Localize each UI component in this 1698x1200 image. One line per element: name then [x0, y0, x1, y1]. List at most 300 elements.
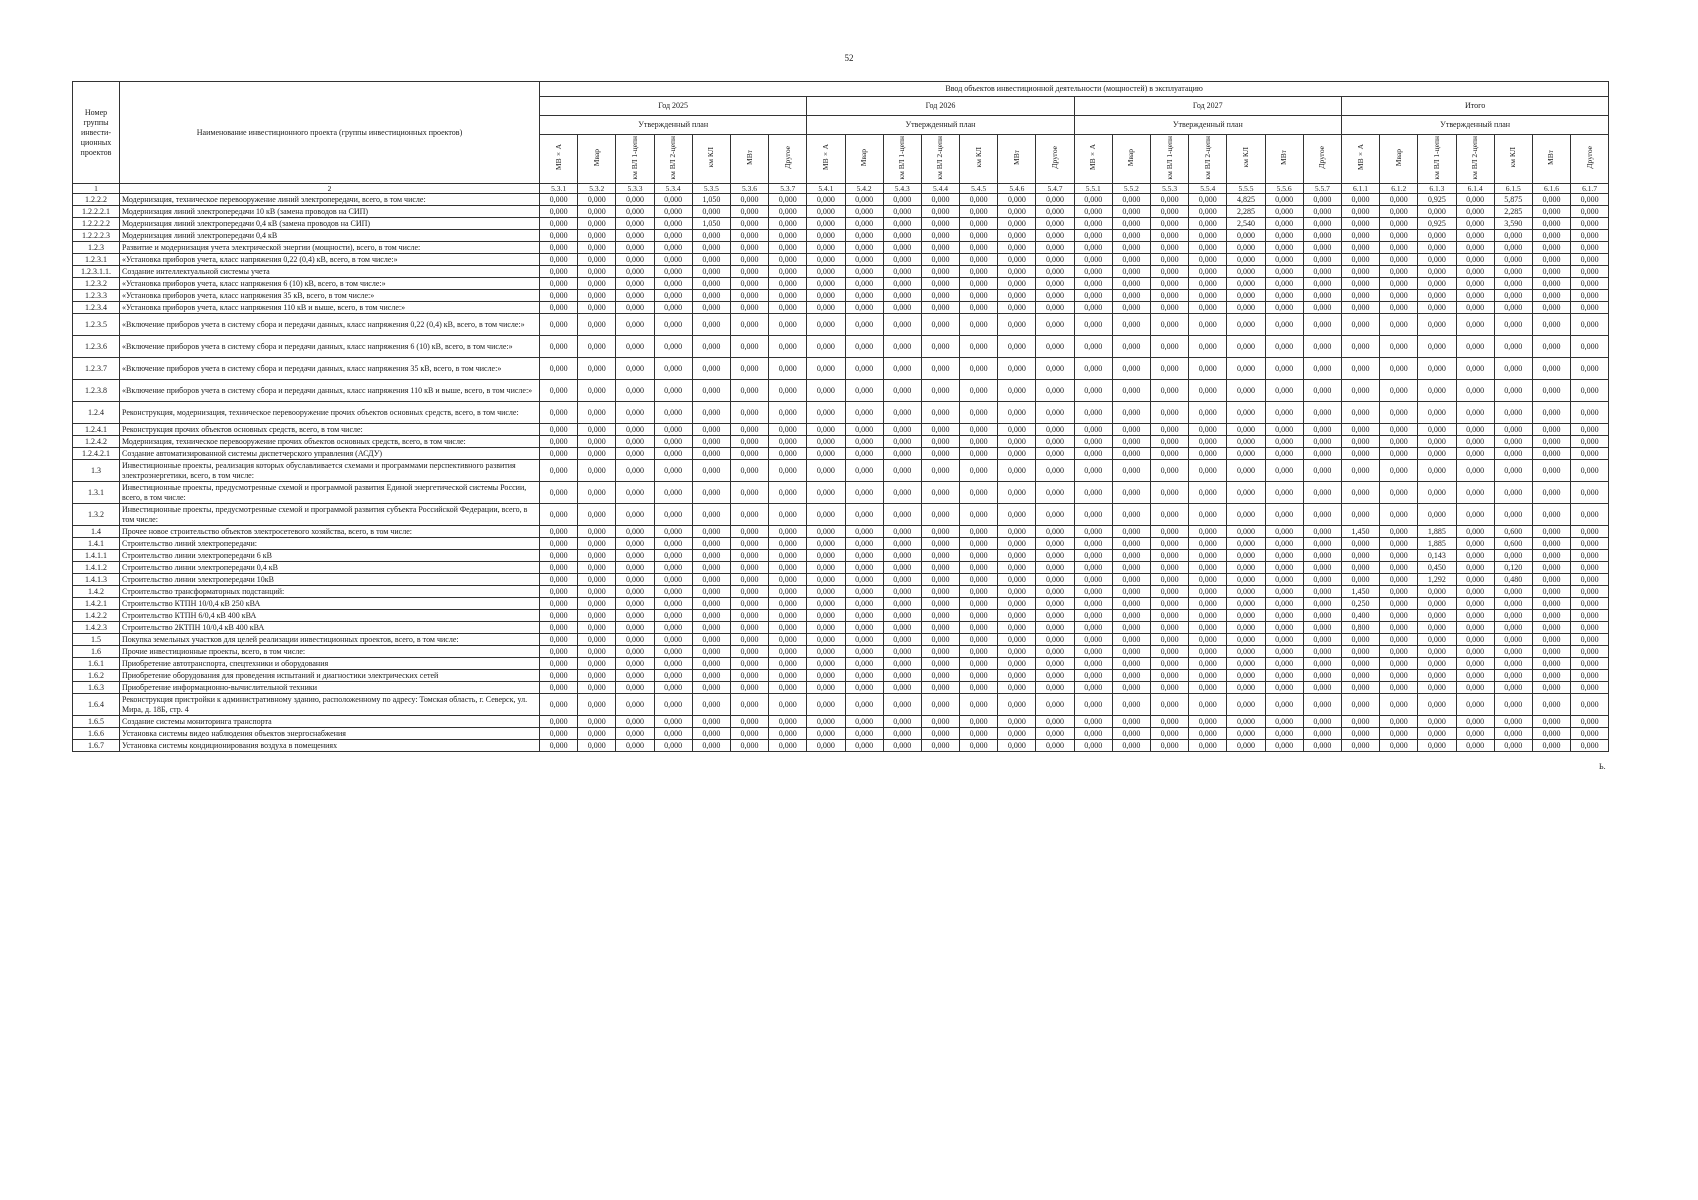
value-cell: 1,885 — [1418, 526, 1456, 538]
row-name: Инвестиционные проекты, реализация которых обуславливается схемами и программами перспективного развития электроэнергетики, всего, в том числе: — [120, 460, 540, 482]
table-row — [73, 728, 1609, 740]
index-cell: 5.5.3 — [1151, 184, 1189, 194]
value-cell: 0,000 — [1151, 266, 1189, 278]
unit-header — [1494, 135, 1532, 184]
value-cell: 0,000 — [1151, 230, 1189, 242]
value-cell: 0,000 — [1341, 694, 1379, 716]
value-cell: 0,000 — [1265, 206, 1303, 218]
value-cell: 0,000 — [998, 504, 1036, 526]
value-cell: 0,000 — [1341, 682, 1379, 694]
value-cell: 0,000 — [1418, 634, 1456, 646]
value-cell: 0,000 — [1532, 436, 1570, 448]
value-cell: 0,000 — [960, 562, 998, 574]
unit-label: км ВЛ 2-цепн — [668, 135, 678, 180]
value-cell: 0,000 — [1380, 206, 1418, 218]
value-cell: 0,000 — [960, 460, 998, 482]
value-cell: 0,000 — [1227, 716, 1265, 728]
value-cell: 0,000 — [578, 254, 616, 266]
value-cell: 0,000 — [1112, 206, 1150, 218]
value-cell: 0,000 — [1189, 194, 1227, 206]
value-cell: 0,000 — [921, 278, 959, 290]
value-cell: 0,000 — [1571, 586, 1609, 598]
value-cell: 0,000 — [960, 598, 998, 610]
value-cell: 0,000 — [845, 230, 883, 242]
value-cell: 0,000 — [845, 586, 883, 598]
value-cell: 0,000 — [540, 598, 578, 610]
value-cell: 0,000 — [807, 622, 845, 634]
value-cell: 0,000 — [1571, 218, 1609, 230]
value-cell: 0,000 — [1532, 694, 1570, 716]
value-cell: 0,000 — [616, 562, 654, 574]
value-cell: 0,000 — [1303, 658, 1341, 670]
value-cell: 0,000 — [769, 598, 807, 610]
value-cell: 0,000 — [654, 622, 692, 634]
row-name: Установка системы кондиционирования воздуха в помещениях — [120, 740, 540, 752]
value-cell: 0,000 — [960, 380, 998, 402]
value-cell: 0,000 — [578, 218, 616, 230]
value-cell: 0,000 — [921, 598, 959, 610]
unit-header — [1456, 135, 1494, 184]
value-cell: 0,000 — [1074, 254, 1112, 266]
value-cell: 0,000 — [578, 504, 616, 526]
value-cell: 0,000 — [1227, 634, 1265, 646]
value-cell: 0,000 — [1418, 402, 1456, 424]
value-cell: 0,000 — [1341, 658, 1379, 670]
value-cell: 0,000 — [1265, 610, 1303, 622]
value-cell: 0,000 — [1456, 526, 1494, 538]
value-cell: 0,000 — [730, 646, 768, 658]
value-cell: 0,000 — [578, 206, 616, 218]
value-cell: 0,000 — [540, 230, 578, 242]
value-cell: 0,000 — [1112, 278, 1150, 290]
value-cell: 0,000 — [1571, 598, 1609, 610]
unit-label: км ВЛ 2-цепн — [1470, 135, 1480, 180]
value-cell: 0,000 — [1074, 242, 1112, 254]
table-row — [73, 682, 1609, 694]
value-cell: 0,000 — [1532, 336, 1570, 358]
unit-header — [540, 135, 578, 184]
value-cell: 0,000 — [692, 562, 730, 574]
value-cell: 0,000 — [1036, 380, 1074, 402]
value-cell: 0,000 — [1456, 658, 1494, 670]
row-number: 1.2.2.2.2 — [73, 218, 120, 230]
value-cell: 0,000 — [1494, 550, 1532, 562]
value-cell: 0,000 — [1303, 358, 1341, 380]
value-cell: 0,000 — [1532, 550, 1570, 562]
value-cell: 0,000 — [960, 646, 998, 658]
value-cell: 0,000 — [1265, 504, 1303, 526]
value-cell: 0,000 — [578, 314, 616, 336]
value-cell: 0,000 — [1303, 448, 1341, 460]
value-cell: 0,000 — [730, 218, 768, 230]
value-cell: 0,000 — [1418, 358, 1456, 380]
row-number: 1.4.1.1 — [73, 550, 120, 562]
value-cell: 0,000 — [807, 336, 845, 358]
row-name: Строительство трансформаторных подстанций: — [120, 586, 540, 598]
value-cell: 0,000 — [1341, 206, 1379, 218]
value-cell: 0,000 — [807, 242, 845, 254]
table-row — [73, 694, 1609, 716]
row-number: 1.2.3.3 — [73, 290, 120, 302]
value-cell: 0,000 — [654, 194, 692, 206]
value-cell: 0,000 — [883, 670, 921, 682]
row-number: 1.2.4.1 — [73, 424, 120, 436]
value-cell: 0,000 — [730, 254, 768, 266]
value-cell: 0,000 — [807, 574, 845, 586]
value-cell: 0,000 — [578, 586, 616, 598]
value-cell: 0,000 — [998, 254, 1036, 266]
unit-header — [1265, 135, 1303, 184]
value-cell: 0,000 — [1303, 716, 1341, 728]
value-cell: 0,000 — [1151, 538, 1189, 550]
value-cell: 0,000 — [1227, 230, 1265, 242]
value-cell: 0,000 — [845, 598, 883, 610]
value-cell: 0,000 — [1265, 682, 1303, 694]
value-cell: 0,000 — [1456, 550, 1494, 562]
value-cell: 0,000 — [1112, 622, 1150, 634]
value-cell: 0,000 — [1265, 562, 1303, 574]
value-cell: 0,000 — [1227, 266, 1265, 278]
value-cell: 0,000 — [960, 504, 998, 526]
index-row — [73, 184, 1609, 194]
value-cell: 0,000 — [1532, 562, 1570, 574]
investment-table-container — [72, 81, 1609, 752]
value-cell: 0,000 — [1151, 504, 1189, 526]
value-cell: 0,000 — [1227, 728, 1265, 740]
value-cell: 0,000 — [692, 610, 730, 622]
value-cell: 0,000 — [1571, 402, 1609, 424]
value-cell: 0,000 — [1036, 694, 1074, 716]
value-cell: 0,000 — [769, 448, 807, 460]
value-cell: 0,000 — [998, 610, 1036, 622]
value-cell: 0,000 — [1265, 242, 1303, 254]
value-cell: 0,000 — [998, 448, 1036, 460]
value-cell: 0,000 — [769, 670, 807, 682]
unit-label: Мвар — [1393, 148, 1403, 167]
value-cell: 0,000 — [1494, 658, 1532, 670]
value-cell: 0,925 — [1418, 194, 1456, 206]
row-number: 1.6 — [73, 646, 120, 658]
value-cell: 0,000 — [1112, 402, 1150, 424]
value-cell: 0,000 — [730, 424, 768, 436]
index-cell: 5.3.6 — [730, 184, 768, 194]
value-cell: 0,000 — [1532, 290, 1570, 302]
unit-header — [1036, 135, 1074, 184]
value-cell: 0,000 — [998, 598, 1036, 610]
value-cell: 0,000 — [1456, 716, 1494, 728]
unit-label: Другое — [1050, 146, 1060, 169]
value-cell: 0,000 — [1151, 526, 1189, 538]
row-name: Приобретение автотранспорта, спецтехники и оборудования — [120, 658, 540, 670]
row-number: 1.3.1 — [73, 482, 120, 504]
value-cell: 0,000 — [1456, 538, 1494, 550]
value-cell: 0,000 — [1456, 646, 1494, 658]
unit-label: МВ×А — [1355, 144, 1365, 171]
value-cell: 0,000 — [921, 658, 959, 670]
value-cell: 0,000 — [1189, 380, 1227, 402]
value-cell: 0,000 — [1418, 646, 1456, 658]
row-name: Модернизация линий электропередачи 0,4 кВ — [120, 230, 540, 242]
value-cell: 0,000 — [692, 302, 730, 314]
value-cell: 0,000 — [1380, 358, 1418, 380]
row-name: «Включение приборов учета в систему сбора и передачи данных, класс напряжения 35 кВ, всего, в том числе:» — [120, 358, 540, 380]
value-cell: 0,000 — [845, 218, 883, 230]
plan-header: Утвержденный план — [807, 116, 1074, 135]
value-cell: 0,000 — [1036, 402, 1074, 424]
value-cell: 0,000 — [692, 230, 730, 242]
value-cell: 0,000 — [960, 716, 998, 728]
value-cell: 0,000 — [883, 194, 921, 206]
value-cell: 0,000 — [578, 242, 616, 254]
value-cell: 0,000 — [692, 266, 730, 278]
value-cell: 0,000 — [1571, 694, 1609, 716]
unit-header — [692, 135, 730, 184]
value-cell: 0,000 — [578, 460, 616, 482]
value-cell: 0,000 — [998, 574, 1036, 586]
row-number: 1.4.2.2 — [73, 610, 120, 622]
value-cell: 0,000 — [960, 574, 998, 586]
value-cell: 0,000 — [921, 716, 959, 728]
value-cell: 0,000 — [883, 586, 921, 598]
value-cell: 0,000 — [1341, 562, 1379, 574]
value-cell: 0,000 — [1036, 460, 1074, 482]
value-cell: 0,000 — [1112, 728, 1150, 740]
value-cell: 0,000 — [1265, 740, 1303, 752]
value-cell: 0,000 — [1494, 622, 1532, 634]
value-cell: 0,000 — [960, 194, 998, 206]
value-cell: 0,000 — [1227, 424, 1265, 436]
value-cell: 0,000 — [540, 538, 578, 550]
value-cell: 0,000 — [578, 278, 616, 290]
value-cell: 0,000 — [998, 206, 1036, 218]
value-cell: 0,000 — [1151, 254, 1189, 266]
value-cell: 0,000 — [960, 694, 998, 716]
value-cell: 0,000 — [1303, 254, 1341, 266]
value-cell: 0,000 — [730, 586, 768, 598]
value-cell: 0,000 — [1265, 336, 1303, 358]
value-cell: 0,000 — [540, 682, 578, 694]
value-cell: 0,000 — [692, 290, 730, 302]
value-cell: 0,000 — [998, 424, 1036, 436]
value-cell: 0,000 — [1380, 634, 1418, 646]
value-cell: 0,000 — [769, 336, 807, 358]
value-cell: 0,000 — [845, 436, 883, 448]
value-cell: 0,000 — [769, 380, 807, 402]
value-cell: 0,000 — [654, 230, 692, 242]
table-row — [73, 670, 1609, 682]
value-cell: 0,000 — [1456, 740, 1494, 752]
value-cell: 0,000 — [1036, 254, 1074, 266]
value-cell: 0,000 — [998, 402, 1036, 424]
value-cell: 0,000 — [616, 336, 654, 358]
value-cell: 0,000 — [616, 302, 654, 314]
value-cell: 0,000 — [845, 254, 883, 266]
value-cell: 0,000 — [1074, 448, 1112, 460]
value-cell: 0,000 — [1494, 598, 1532, 610]
value-cell: 0,000 — [845, 460, 883, 482]
value-cell: 0,000 — [730, 448, 768, 460]
value-cell: 0,000 — [883, 682, 921, 694]
value-cell: 0,000 — [1456, 610, 1494, 622]
value-cell: 0,000 — [807, 716, 845, 728]
row-name: Прочее новое строительство объектов электросетевого хозяйства, всего, в том числе: — [120, 526, 540, 538]
row-name: «Включение приборов учета в систему сбора и передачи данных, класс напряжения 0,22 (0,4) кВ, всего, в том числе:» — [120, 314, 540, 336]
row-number: 1.2.3 — [73, 242, 120, 254]
value-cell: 0,000 — [540, 728, 578, 740]
value-cell: 0,000 — [1303, 574, 1341, 586]
value-cell: 0,000 — [845, 448, 883, 460]
value-cell: 0,000 — [921, 740, 959, 752]
value-cell: 0,000 — [730, 242, 768, 254]
value-cell: 0,000 — [1456, 682, 1494, 694]
value-cell: 0,000 — [616, 460, 654, 482]
value-cell: 0,000 — [730, 482, 768, 504]
value-cell: 3,590 — [1494, 218, 1532, 230]
value-cell: 0,000 — [921, 314, 959, 336]
row-number: 1.2.2.2.3 — [73, 230, 120, 242]
row-name: «Включение приборов учета в систему сбора и передачи данных, класс напряжения 110 кВ и выше, всего, в том числе:» — [120, 380, 540, 402]
value-cell: 0,000 — [692, 424, 730, 436]
table-row — [73, 538, 1609, 550]
value-cell: 0,000 — [540, 670, 578, 682]
value-cell: 0,000 — [960, 658, 998, 670]
unit-header — [960, 135, 998, 184]
value-cell: 0,000 — [1532, 634, 1570, 646]
value-cell: 0,000 — [654, 538, 692, 550]
value-cell: 0,000 — [769, 242, 807, 254]
value-cell: 0,000 — [1036, 436, 1074, 448]
table-row — [73, 622, 1609, 634]
value-cell: 0,000 — [1571, 278, 1609, 290]
value-cell: 0,000 — [769, 682, 807, 694]
value-cell: 0,000 — [1380, 740, 1418, 752]
value-cell: 0,000 — [998, 194, 1036, 206]
value-cell: 0,000 — [921, 290, 959, 302]
value-cell: 0,000 — [1189, 504, 1227, 526]
value-cell: 0,000 — [1303, 634, 1341, 646]
value-cell: 0,000 — [1380, 278, 1418, 290]
value-cell: 0,000 — [654, 586, 692, 598]
row-name: Модернизация линий электропередачи 0,4 кВ (замена проводов на СИП) — [120, 218, 540, 230]
value-cell: 0,000 — [1189, 254, 1227, 266]
row-name: «Включение приборов учета в систему сбора и передачи данных, класс напряжения 6 (10) кВ, всего, в том числе:» — [120, 336, 540, 358]
table-row — [73, 242, 1609, 254]
row-name: Строительство КТПН 10/0,4 кВ 250 кВА — [120, 598, 540, 610]
value-cell: 0,000 — [1341, 740, 1379, 752]
value-cell: 0,000 — [1036, 482, 1074, 504]
value-cell: 0,000 — [1494, 314, 1532, 336]
value-cell: 0,000 — [1074, 358, 1112, 380]
value-cell: 0,000 — [1494, 336, 1532, 358]
value-cell: 0,000 — [1189, 658, 1227, 670]
value-cell: 0,000 — [807, 290, 845, 302]
unit-header — [1418, 135, 1456, 184]
value-cell: 0,000 — [730, 538, 768, 550]
value-cell: 0,000 — [1380, 646, 1418, 658]
value-cell: 0,000 — [1494, 716, 1532, 728]
value-cell: 0,000 — [1380, 586, 1418, 598]
value-cell: 0,000 — [578, 290, 616, 302]
value-cell: 0,000 — [1341, 646, 1379, 658]
value-cell: 0,000 — [1265, 622, 1303, 634]
value-cell: 0,000 — [730, 504, 768, 526]
value-cell: 0,000 — [1303, 482, 1341, 504]
value-cell: 0,000 — [921, 194, 959, 206]
value-cell: 0,000 — [1418, 266, 1456, 278]
value-cell: 0,000 — [1303, 622, 1341, 634]
value-cell: 0,000 — [1074, 658, 1112, 670]
value-cell: 0,000 — [1532, 728, 1570, 740]
value-cell: 0,000 — [921, 242, 959, 254]
value-cell: 0,000 — [998, 436, 1036, 448]
value-cell: 0,000 — [883, 302, 921, 314]
value-cell: 0,000 — [540, 460, 578, 482]
value-cell: 0,000 — [540, 526, 578, 538]
value-cell: 0,000 — [1265, 314, 1303, 336]
value-cell: 0,000 — [1074, 740, 1112, 752]
value-cell: 0,000 — [1380, 302, 1418, 314]
value-cell: 0,000 — [1418, 424, 1456, 436]
table-row — [73, 562, 1609, 574]
value-cell: 0,000 — [921, 380, 959, 402]
value-cell: 0,000 — [1418, 482, 1456, 504]
value-cell: 0,000 — [578, 538, 616, 550]
value-cell: 0,000 — [654, 206, 692, 218]
value-cell: 0,000 — [540, 194, 578, 206]
investment-table — [72, 81, 1609, 752]
value-cell: 0,000 — [616, 402, 654, 424]
value-cell: 0,000 — [578, 694, 616, 716]
value-cell: 0,000 — [921, 254, 959, 266]
value-cell: 0,000 — [1189, 716, 1227, 728]
value-cell: 0,000 — [578, 728, 616, 740]
value-cell: 0,000 — [654, 314, 692, 336]
value-cell: 0,000 — [1189, 482, 1227, 504]
value-cell: 0,000 — [578, 610, 616, 622]
value-cell: 0,000 — [616, 290, 654, 302]
table-row — [73, 526, 1609, 538]
value-cell: 0,000 — [1341, 336, 1379, 358]
value-cell: 0,000 — [1036, 658, 1074, 670]
value-cell: 0,000 — [769, 574, 807, 586]
value-cell: 0,000 — [769, 694, 807, 716]
value-cell: 0,000 — [1227, 598, 1265, 610]
value-cell: 0,000 — [921, 694, 959, 716]
value-cell: 0,000 — [807, 670, 845, 682]
index-cell: 6.1.3 — [1418, 184, 1456, 194]
value-cell: 0,000 — [1571, 358, 1609, 380]
value-cell: 0,000 — [883, 538, 921, 550]
value-cell: 0,000 — [921, 634, 959, 646]
row-number: 1.4.1.3 — [73, 574, 120, 586]
value-cell: 0,000 — [883, 424, 921, 436]
value-cell: 0,000 — [769, 482, 807, 504]
value-cell: 0,000 — [1494, 646, 1532, 658]
value-cell: 0,000 — [578, 598, 616, 610]
value-cell: 0,000 — [1380, 460, 1418, 482]
table-row — [73, 448, 1609, 460]
value-cell: 0,000 — [1303, 314, 1341, 336]
index-cell: 5.5.1 — [1074, 184, 1112, 194]
row-number: 1.6.3 — [73, 682, 120, 694]
value-cell: 0,000 — [1112, 218, 1150, 230]
value-cell: 0,000 — [807, 436, 845, 448]
value-cell: 0,000 — [1303, 562, 1341, 574]
value-cell: 0,000 — [1227, 460, 1265, 482]
value-cell: 0,000 — [1189, 728, 1227, 740]
value-cell: 0,000 — [1074, 586, 1112, 598]
value-cell: 0,000 — [1303, 380, 1341, 402]
